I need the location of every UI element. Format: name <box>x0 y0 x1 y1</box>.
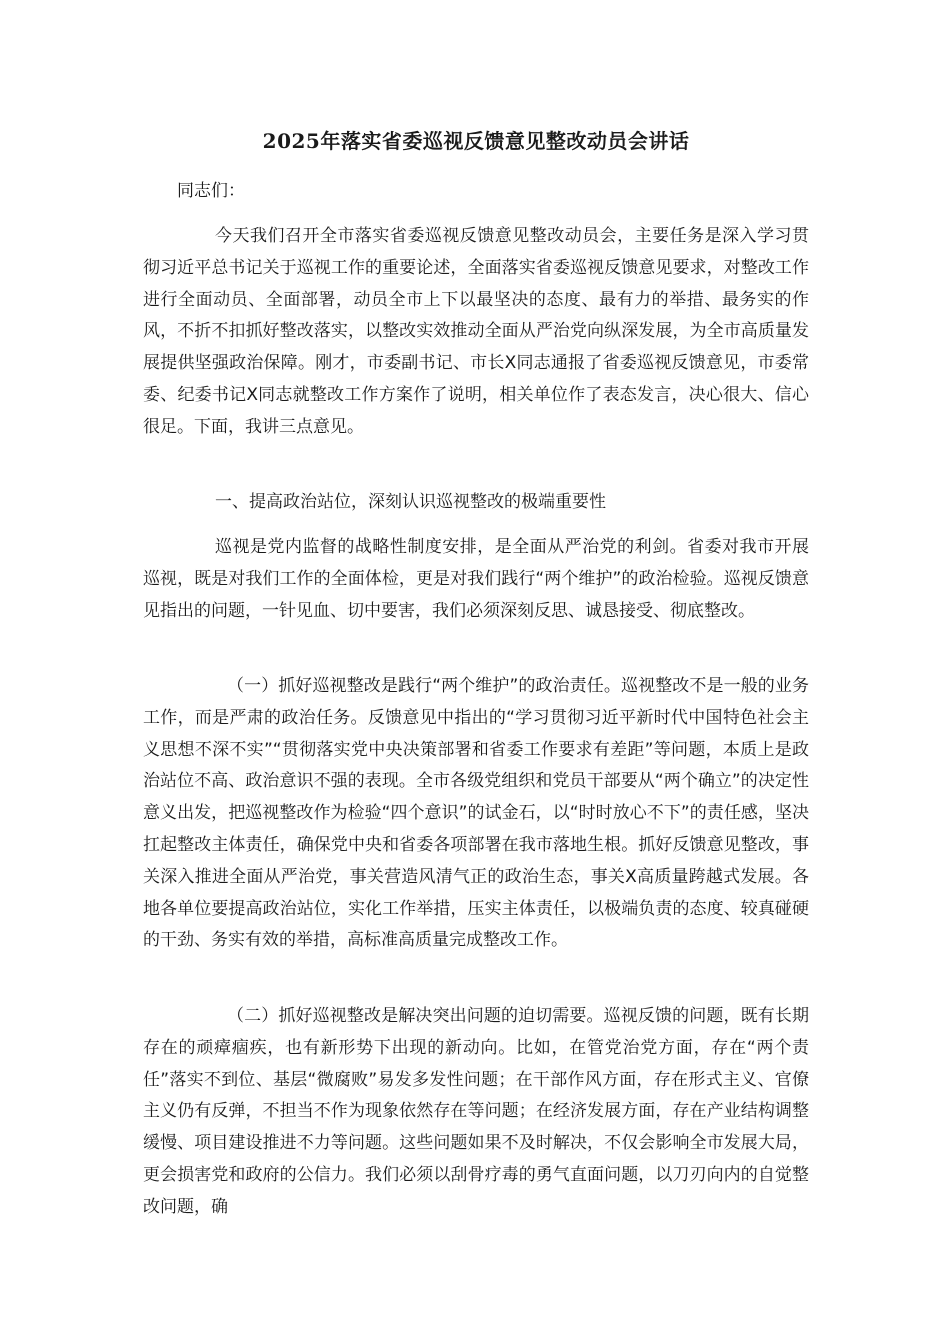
paragraph-subsection-2: （二）抓好巡视整改是解决突出问题的迫切需要。巡视反馈的问题，既有长期存在的顽瘴痼疾，也有新形势下出现的新动向。比如，在管党治党方面，存在“两个责任”落实不到位、基层“微腐败”易发多发性问题；在干部作风方面，存在形式主义、官僚主义仍有反弹，不担当不作为现象依然存在等问题；在经济发展方面，存在产业结构调整缓慢、项目建设推进不力等问题。这些问题如果不及时解决，不仅会影响全市发展大局，更会损害党和政府的公信力。我们必须以刮骨疗毒的勇气直面问题，以刀刃向内的自觉整改问题，确 <box>143 1006 809 1217</box>
paragraph-intro: 今天我们召开全市落实省委巡视反馈意见整改动员会，主要任务是深入学习贯彻习近平总书记关于巡视工作的重要论述，全面落实省委巡视反馈意见要求，对整改工作进行全面动员、全面部署，动员全市上下以最坚决的态度、最有力的举措、最务实的作风，不折不扣抓好整改落实，以整改实效推动全面从严治党向纵深发展，为全市高质量发展提供坚强政治保障。刚才，市委副书记、市长X同志通报了省委巡视反馈意见，市委常委、纪委书记X同志就整改工作方案作了说明，相关单位作了表态发言，决心很大、信心很足。下面，我讲三点意见。 <box>143 226 809 437</box>
paragraph-subsection-1: （一）抓好巡视整改是践行“两个维护”的政治责任。巡视整改不是一般的业务工作，而是严肃的政治任务。反馈意见中指出的“学习贯彻习近平新时代中国特色社会主义思想不深不实”“贯彻落实党中央决策部署和省委工作要求有差距”等问题，本质上是政治站位不高、政治意识不强的表现。全市各级党组织和党员干部要从“两个确立”的决定性意义出发，把巡视整改作为检验“四个意识”的试金石，以“时时放心不下”的责任感，坚决扛起整改主体责任，确保党中央和省委各项部署在我市落地生根。抓好反馈意见整改，事关深入推进全面从严治党，事关营造风清气正的政治生态，事关X高质量跨越式发展。各地各单位要提高政治站位，实化工作举措，压实主体责任，以极端负责的态度、较真碰硬的干劲、务实有效的举措，高标准高质量完成整改工作。 <box>143 676 809 951</box>
paragraph-section-1: 巡视是党内监督的战略性制度安排，是全面从严治党的利剑。省委对我市开展巡视，既是对我们工作的全面体检，更是对我们践行“两个维护”的政治检验。巡视反馈意见指出的问题，一针见血、切中要害，我们必须深刻反思、诚恳接受、彻底整改。 <box>143 537 809 621</box>
section-heading-1: 一、提高政治站位，深刻认识巡视整改的极端重要性 <box>215 492 606 512</box>
greeting: 同志们： <box>177 181 245 201</box>
document-title: 2025年落实省委巡视反馈意见整改动员会讲话 <box>262 129 690 153</box>
